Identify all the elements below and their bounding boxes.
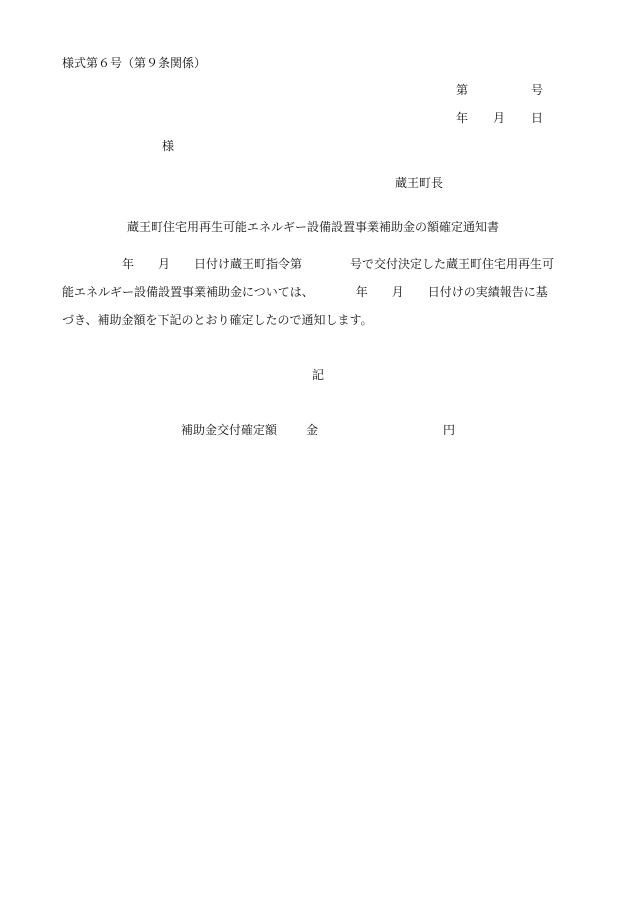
body-line-2: 能エネルギー設備設置事業補助金については、 年 月 日付けの実績報告に基 [62, 285, 548, 299]
addressee-suffix: 様 [162, 139, 175, 153]
date-day: 日 [531, 111, 544, 125]
number-prefix: 第 [456, 83, 469, 97]
date-year: 年 [456, 111, 469, 125]
number-suffix: 号 [531, 83, 544, 97]
amount-unit: 円 [443, 423, 456, 437]
issuer-name: 蔵王町長 [395, 176, 444, 190]
document-title: 蔵王町住宅用再生可能エネルギー設備設置事業補助金の額確定通知書 [127, 220, 500, 234]
ki-heading: 記 [312, 368, 325, 382]
body-line-3: づき、補助金額を下記のとおり確定したので通知します。 [62, 313, 373, 327]
form-label: 様式第６号（第９条関係） [62, 56, 207, 70]
body-line-1: 年 月 日付け蔵王町指令第 号で交付決定した蔵王町住宅用再生可 [62, 257, 555, 271]
amount-prefix: 金 [306, 423, 319, 437]
date-month: 月 [493, 111, 506, 125]
amount-label: 補助金交付確定額 [181, 423, 278, 437]
